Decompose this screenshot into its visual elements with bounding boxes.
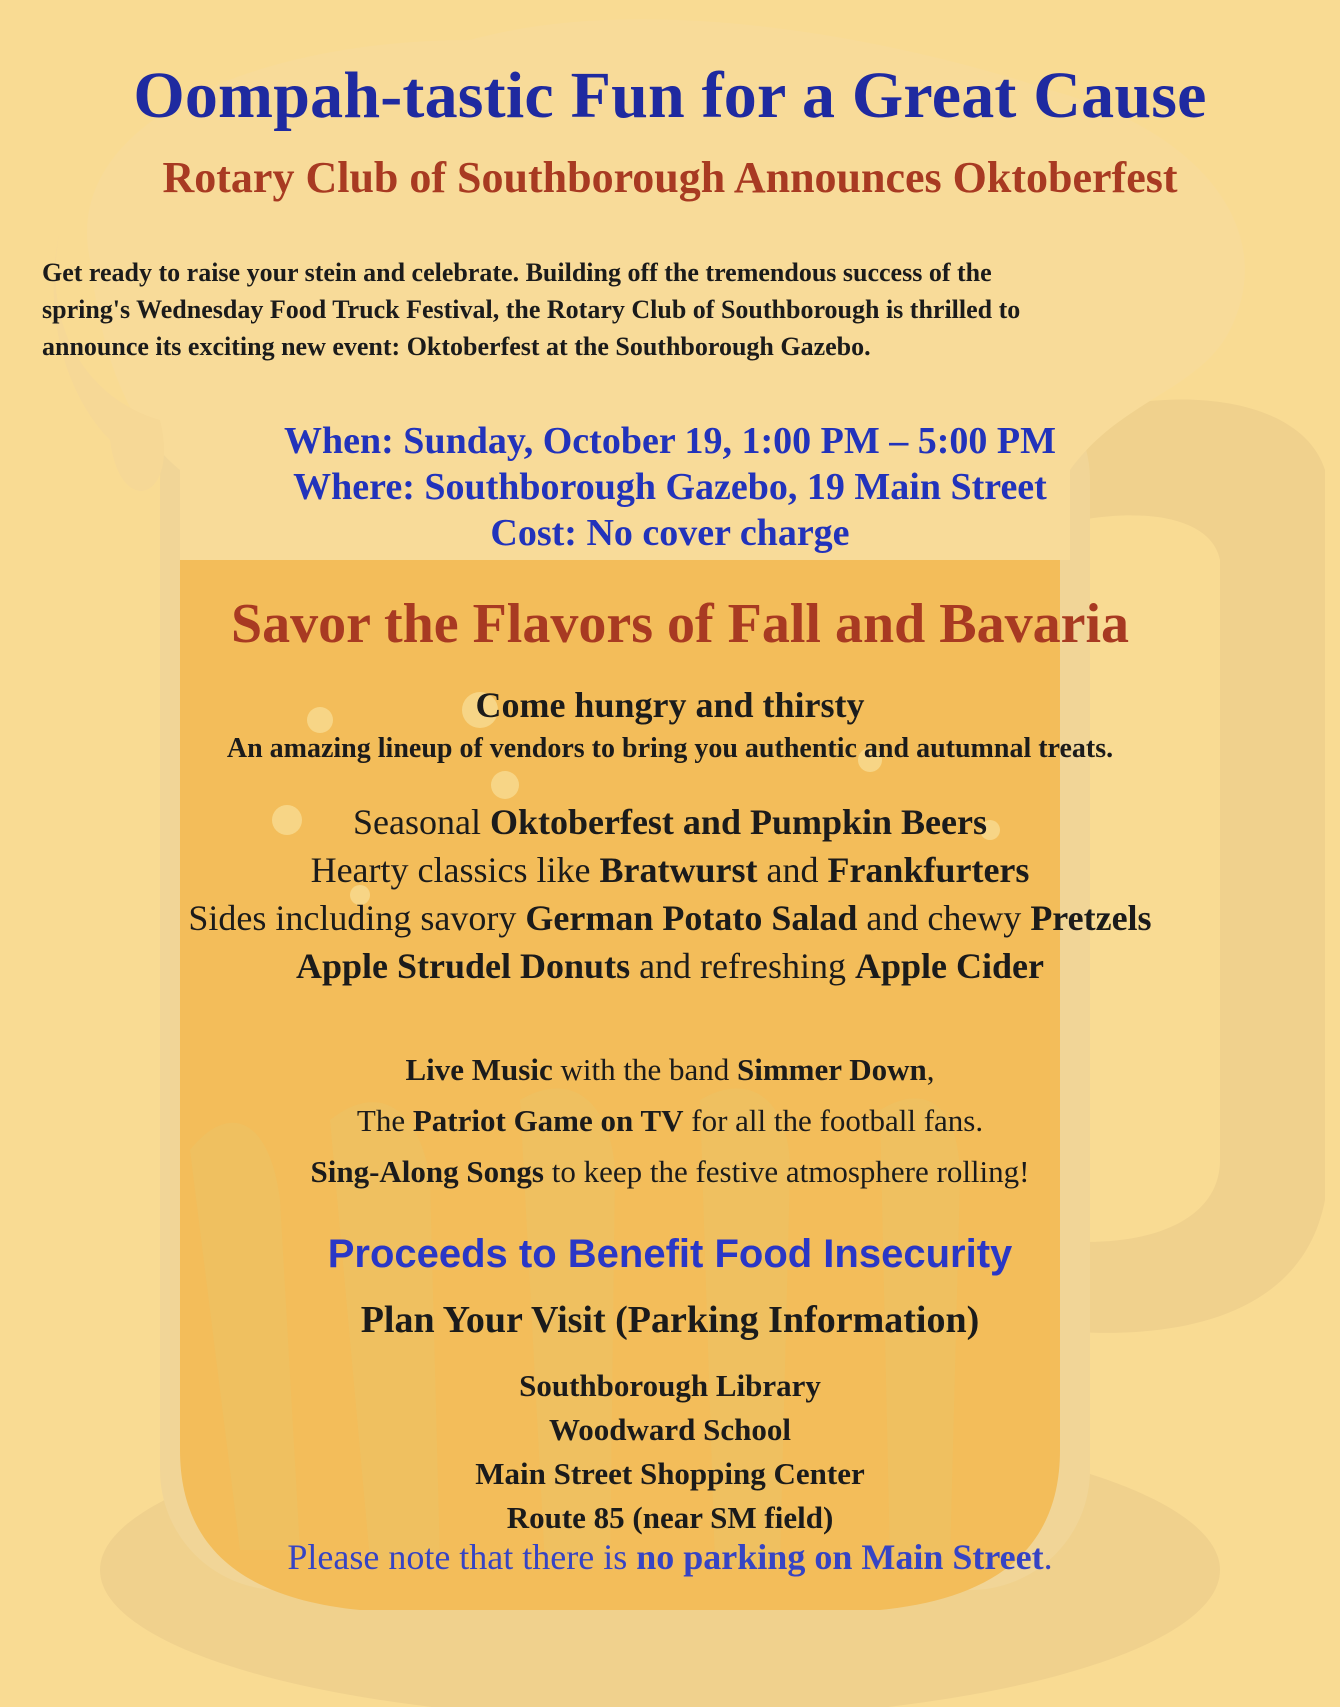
note-text: Please note that there is [287, 1537, 637, 1577]
extra-highlight: Sing-Along Songs [310, 1154, 544, 1189]
page-title: Oompah-tastic Fun for a Great Cause [133, 59, 1207, 132]
menu-highlight: Oktoberfest and Pumpkin Beers [489, 802, 987, 842]
extra-text: , [926, 1052, 935, 1087]
parking-item: Woodward School [548, 1412, 792, 1447]
entertainment-list [0, 1044, 1340, 1197]
come-hungry-heading: Come hungry and thirsty [475, 685, 865, 725]
parking-list [0, 1364, 1340, 1540]
parking-item: Route 85 (near SM field) [506, 1500, 834, 1535]
event-when: When: Sunday, October 19, 1:00 PM – 5:00 PM [284, 420, 1056, 462]
extra-highlight: Simmer Down [737, 1052, 927, 1087]
note-highlight: no parking on Main Street [636, 1537, 1044, 1577]
extra-sing [0, 1146, 1340, 1197]
parking-item: Main Street Shopping Center [475, 1456, 865, 1491]
menu-text: and refreshing [630, 946, 855, 986]
proceeds-heading: Proceeds to Benefit Food Insecurity [327, 1232, 1013, 1276]
extra-highlight: Live Music [405, 1052, 553, 1087]
menu-text: Hearty classics like [310, 850, 600, 890]
menu-text: and chewy [857, 898, 1031, 938]
menu-item-beers [0, 798, 1340, 846]
event-details [0, 418, 1340, 556]
menu-text: Seasonal [353, 802, 490, 842]
extra-text: with the band [552, 1052, 737, 1087]
event-cost: Cost: No cover charge [490, 512, 850, 554]
intro-line: spring's Wednesday Food Truck Festival, the Rotary Club of Southborough is thrilled to [42, 295, 1021, 324]
menu-text: and [757, 850, 828, 890]
page-subtitle: Rotary Club of Southborough Announces Oktoberfest [162, 153, 1178, 202]
menu-highlight: Apple Cider [855, 946, 1044, 986]
menu-highlight: Apple Strudel Donuts [296, 946, 631, 986]
menu-item-classics [0, 846, 1340, 894]
menu-text: Sides including savory [188, 898, 526, 938]
extra-text: The [356, 1103, 413, 1138]
event-where: Where: Southborough Gazebo, 19 Main Street [293, 466, 1047, 508]
intro-paragraph [42, 254, 1322, 365]
parking-note [0, 1536, 1340, 1578]
extra-text: to keep the festive atmosphere rolling! [543, 1154, 1030, 1189]
extra-text: for all the football fans. [683, 1103, 984, 1138]
menu-highlight: Frankfurters [827, 850, 1030, 890]
plan-visit-heading: Plan Your Visit (Parking Information) [360, 1299, 980, 1341]
menu-list [0, 798, 1340, 990]
intro-line: announce its exciting new event: Oktoberfest at the Southborough Gazebo. [42, 332, 871, 361]
extra-highlight: Patriot Game on TV [412, 1103, 684, 1138]
menu-highlight: German Potato Salad [525, 898, 858, 938]
intro-line: Get ready to raise your stein and celebrate. Building off the tremendous success of the [42, 258, 992, 287]
extra-music [0, 1044, 1340, 1095]
menu-highlight: Bratwurst [599, 850, 758, 890]
parking-item: Southborough Library [519, 1368, 821, 1403]
extra-tv [0, 1095, 1340, 1146]
savor-heading: Savor the Flavors of Fall and Bavaria [230, 593, 1130, 655]
menu-highlight: Pretzels [1030, 898, 1152, 938]
note-text: . [1043, 1537, 1053, 1577]
vendors-line: An amazing lineup of vendors to bring you authentic and autumnal treats. [226, 733, 1114, 764]
menu-item-dessert [0, 942, 1340, 990]
menu-item-sides [0, 894, 1340, 942]
